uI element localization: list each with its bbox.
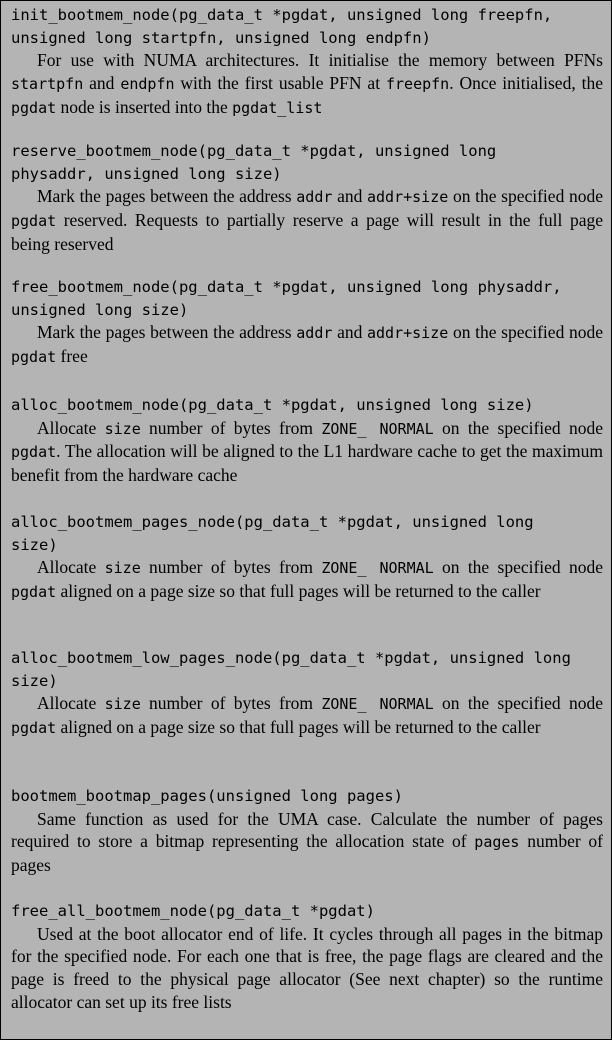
api-entry: [11, 900, 603, 1014]
function-description: [11, 185, 603, 255]
function-description: [11, 321, 603, 369]
code-term: pgdat: [11, 443, 57, 462]
description-text: on the specified node: [448, 322, 603, 342]
api-entry: [11, 276, 603, 369]
description-text: node is inserted into the: [56, 96, 233, 117]
code-term: pgdat_list: [232, 98, 323, 117]
description-text: on the specified node: [433, 417, 604, 438]
description-text: and: [332, 186, 367, 206]
api-entry: [11, 140, 603, 255]
function-description: [11, 49, 603, 119]
code-term: ZONE_ NORMAL: [321, 695, 434, 713]
code-term: pgdat: [11, 98, 57, 117]
description-text: Used at the boot allocator end of life. It cycles through all pages in the bitmap for the specified node. For each one that is free, the page flags are cleared and the page is freed to the physical page allocator (See next chapter) so the runtime allocator can set up its free lists: [11, 923, 603, 1012]
function-signature: bootmem_bootmap_pages(unsigned long pages): [11, 787, 403, 805]
description-text: and: [332, 322, 367, 342]
description-text: number of pages: [11, 831, 603, 876]
code-term: freepfn: [385, 74, 450, 93]
description-text: Mark the pages between the address: [37, 186, 297, 206]
function-description: [11, 808, 603, 877]
description-text: aligned on a page size so that full pages will be returned to the caller: [56, 716, 541, 737]
code-term: startpfn: [11, 74, 84, 93]
api-entry: [11, 647, 603, 740]
function-signature: reserve_bootmem_node(pg_data_t *pgdat, unsigned long physaddr, unsigned long size): [11, 142, 497, 183]
function-description: [11, 692, 603, 740]
code-term: addr: [296, 324, 333, 342]
description-text: Allocate: [37, 693, 105, 713]
description-text: free: [56, 345, 88, 366]
function-signature: alloc_bootmem_node(pg_data_t *pgdat, unsigned long size): [11, 396, 534, 414]
description-text: number of bytes from: [140, 693, 322, 713]
api-entry: [11, 511, 603, 604]
description-text: Same function as used for the UMA case. Calculate the number of pages required to store a bitmap representing the allocation state of: [11, 808, 603, 852]
code-term: size: [104, 559, 141, 577]
description-text: For use with NUMA architectures. It initialise the memory between PFNs: [37, 50, 603, 70]
description-text: on the specified node: [448, 186, 603, 206]
function-description: [11, 417, 603, 487]
description-text: Allocate: [37, 417, 105, 438]
description-text: on the specified node: [433, 557, 604, 577]
api-entry: [11, 4, 603, 119]
description-text: reserved. Requests to partially reserve a page will result in the full page being reserved: [11, 209, 603, 254]
code-term: endpfn: [120, 74, 175, 93]
code-term: pgdat: [11, 211, 57, 230]
function-signature: alloc_bootmem_low_pages_node(pg_data_t *pgdat, unsigned long size): [11, 649, 571, 690]
function-signature: alloc_bootmem_pages_node(pg_data_t *pgdat, unsigned long size): [11, 513, 534, 554]
code-term: ZONE_ NORMAL: [321, 559, 434, 577]
description-text: aligned on a page size so that full pages will be returned to the caller: [56, 580, 541, 601]
description-text: number of bytes from: [140, 557, 322, 577]
description-text: . The allocation will be aligned to the L1 hardware cache to get the maximum benefit from the hardware cache: [11, 441, 603, 486]
code-term: pages: [474, 833, 520, 852]
code-term: ZONE_ NORMAL: [321, 419, 434, 438]
function-description: [11, 556, 603, 604]
function-signature: free_all_bootmem_node(pg_data_t *pgdat): [11, 902, 375, 920]
code-term: size: [104, 419, 141, 438]
function-description: [11, 923, 603, 1014]
api-entry: [11, 785, 603, 877]
api-entry: [11, 394, 603, 487]
code-term: addr+size: [367, 324, 449, 342]
code-term: size: [104, 695, 141, 713]
description-text: Mark the pages between the address: [37, 322, 297, 342]
code-term: pgdat: [11, 718, 57, 737]
code-term: addr+size: [367, 188, 449, 206]
code-term: pgdat: [11, 582, 57, 601]
code-term: addr: [296, 188, 333, 206]
description-text: Allocate: [37, 557, 105, 577]
description-text: and: [83, 72, 121, 93]
code-term: pgdat: [11, 347, 57, 366]
description-text: with the first usable PFN at: [174, 72, 386, 93]
function-signature: free_bootmem_node(pg_data_t *pgdat, unsigned long physaddr, unsigned long size): [11, 278, 562, 319]
description-text: on the specified node: [433, 693, 604, 713]
description-text: number of bytes from: [140, 417, 322, 438]
description-text: . Once initialised, the: [449, 72, 603, 93]
function-signature: init_bootmem_node(pg_data_t *pgdat, unsigned long freepfn, unsigned long startpfn, unsigned long endpfn): [11, 6, 553, 47]
